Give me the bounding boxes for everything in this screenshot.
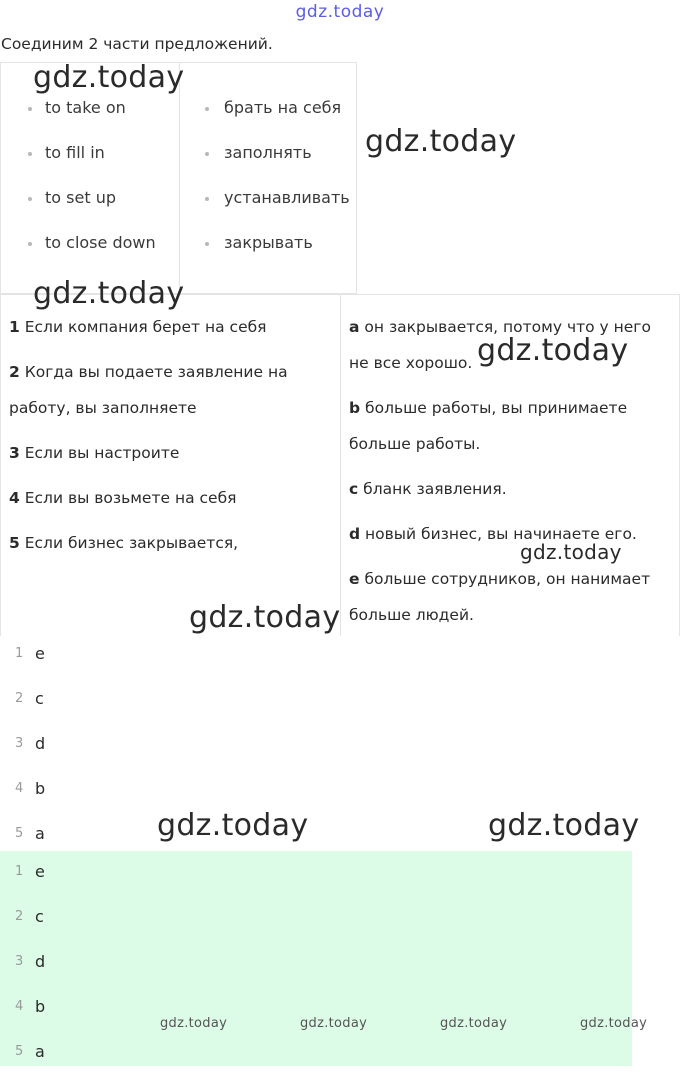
- answer-number: 4: [15, 999, 24, 1014]
- answer-row: [0, 723, 632, 768]
- sentence-ending: [349, 561, 669, 633]
- item-letter: a: [349, 318, 360, 336]
- watermark: gdz.today: [189, 600, 341, 635]
- sentence-ending: [349, 471, 669, 507]
- answer-row: [0, 768, 632, 813]
- sentence-ending: [349, 390, 669, 462]
- answer-number: 2: [15, 909, 24, 924]
- sentence-beginning: [9, 435, 329, 471]
- highlighted-answer-list: [0, 851, 632, 1066]
- answer-letter: c: [35, 689, 44, 708]
- bullet-icon: [205, 197, 209, 201]
- russian-translation: брать на себя: [224, 98, 342, 117]
- vocabulary-table: [0, 62, 357, 294]
- watermark: gdz.today: [33, 60, 185, 95]
- item-number: 2: [9, 363, 20, 381]
- item-text: новый бизнес, вы начинаете его.: [360, 525, 637, 543]
- answer-number: 1: [15, 864, 24, 879]
- item-letter: d: [349, 525, 361, 543]
- answer-row: [0, 941, 632, 986]
- watermark: gdz.today: [300, 1016, 368, 1031]
- bullet-icon: [205, 242, 209, 246]
- column-divider: [179, 63, 180, 293]
- bullet-icon: [28, 242, 32, 246]
- sentence-beginning: [9, 525, 329, 561]
- bullet-icon: [205, 152, 209, 156]
- watermark: gdz.today: [157, 808, 309, 843]
- answer-number: 2: [15, 691, 24, 706]
- item-text: бланк заявления.: [358, 480, 507, 498]
- answer-letter: e: [35, 862, 45, 881]
- bullet-icon: [205, 107, 209, 111]
- answer-letter: a: [35, 1042, 45, 1061]
- watermark: gdz.today: [580, 1016, 648, 1031]
- answer-letter: b: [35, 779, 46, 798]
- english-phrase: to fill in: [45, 143, 105, 162]
- watermark: gdz.today: [33, 276, 185, 311]
- item-text: Если вы возьмете на себя: [19, 489, 237, 507]
- item-number: 5: [9, 534, 20, 552]
- answer-number: 4: [15, 781, 24, 796]
- answer-number: 3: [15, 954, 24, 969]
- item-text: он закрывается, потому что у него не все хорошо.: [349, 318, 651, 372]
- answer-letter: c: [35, 907, 44, 926]
- item-number: 3: [9, 444, 20, 462]
- answer-letter: e: [35, 644, 45, 663]
- answer-letter: d: [35, 734, 46, 753]
- item-letter: c: [349, 480, 359, 498]
- answer-row: [0, 633, 632, 678]
- item-text: Если вы настроите: [19, 444, 180, 462]
- answer-number: 3: [15, 736, 24, 751]
- column-divider: [340, 295, 341, 636]
- item-text: Когда вы подаете заявление на работу, вы заполняете: [9, 363, 288, 417]
- item-number: 1: [9, 318, 20, 336]
- answer-letter: b: [35, 997, 46, 1016]
- english-phrase: to close down: [45, 233, 156, 252]
- watermark: gdz.today: [160, 1016, 228, 1031]
- watermark: gdz.today: [365, 124, 517, 159]
- watermark: gdz.today: [488, 808, 640, 843]
- bullet-icon: [28, 107, 32, 111]
- item-text: больше работы, вы принимаете больше работы.: [349, 399, 628, 453]
- answer-row: [0, 851, 632, 896]
- answer-number: 5: [15, 826, 24, 841]
- bullet-icon: [28, 152, 32, 156]
- english-phrase: to take on: [45, 98, 126, 117]
- sentence-beginning: [9, 309, 329, 345]
- item-number: 4: [9, 489, 20, 507]
- sentence-beginnings: [9, 309, 329, 570]
- item-text: Если бизнес закрывается,: [19, 534, 239, 552]
- answer-number: 5: [15, 1044, 24, 1059]
- answer-number: 1: [15, 646, 24, 661]
- answer-letter: d: [35, 952, 46, 971]
- sentence-beginning: [9, 354, 329, 426]
- answer-row: [0, 896, 632, 941]
- russian-translation: закрывать: [224, 233, 313, 252]
- watermark: gdz.today: [440, 1016, 508, 1031]
- english-phrase: to set up: [45, 188, 116, 207]
- bullet-icon: [28, 197, 32, 201]
- item-text: больше сотрудников, он нанимает больше людей.: [349, 570, 651, 624]
- answer-letter: a: [35, 824, 45, 843]
- sentence-beginning: [9, 480, 329, 516]
- russian-translation: заполнять: [224, 143, 312, 162]
- watermark: gdz.today: [477, 333, 629, 368]
- item-letter: b: [349, 399, 361, 417]
- watermark: gdz.today: [520, 540, 622, 564]
- answer-row: [0, 1031, 632, 1076]
- site-logo[interactable]: gdz.today: [295, 2, 385, 22]
- answer-row: [0, 678, 632, 723]
- item-text: Если компания берет на себя: [19, 318, 267, 336]
- russian-translation: устанавливать: [224, 188, 350, 207]
- task-title: Соединим 2 части предложений.: [1, 35, 273, 53]
- item-letter: e: [349, 570, 360, 588]
